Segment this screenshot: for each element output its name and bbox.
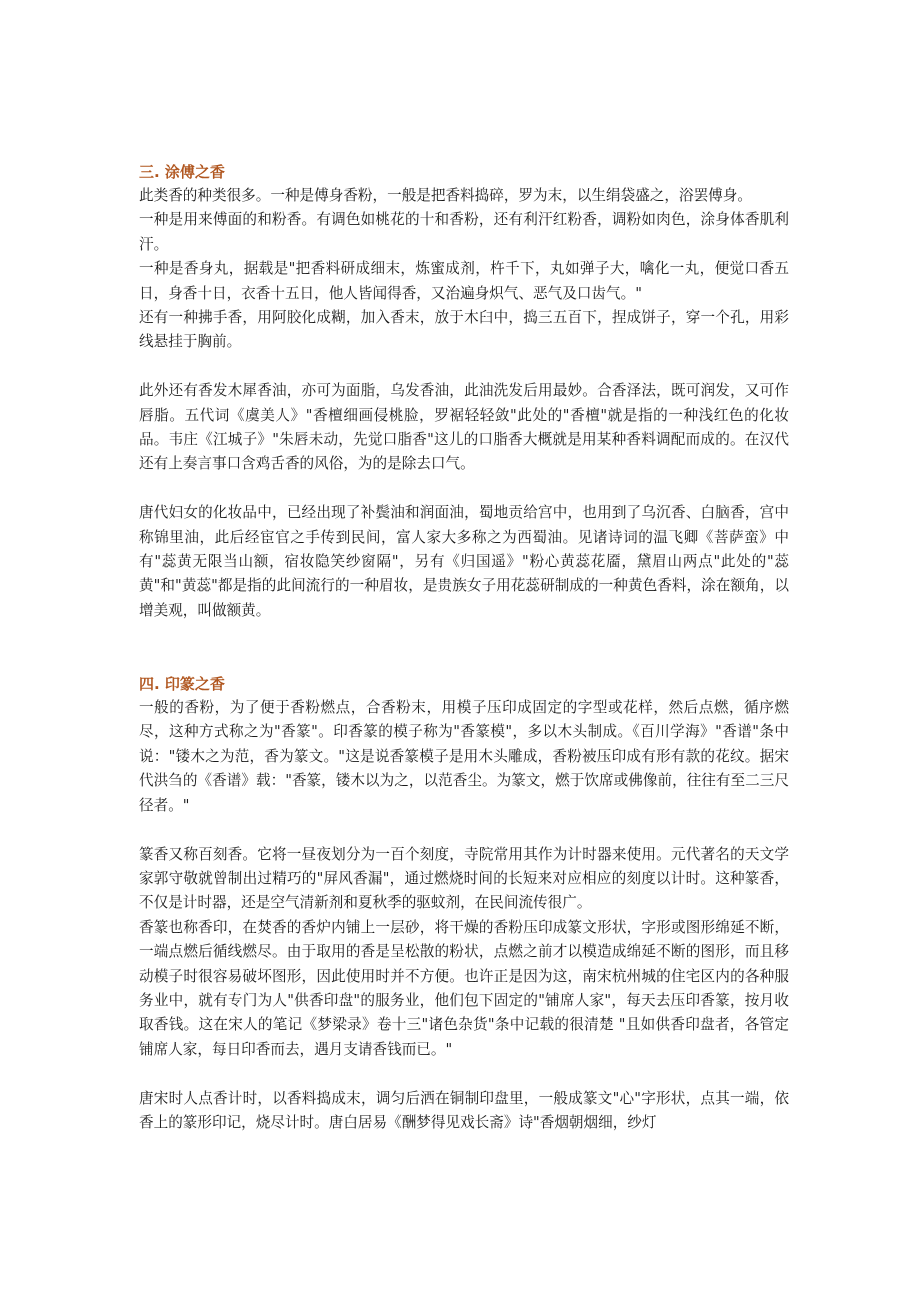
paragraph: 唐宋时人点香计时，以香料捣成末，调匀后洒在铜制印盘里，一般成篆文"心"字形状，点其一端，依香上的篆形印记，烧尽计时。唐白居易《酬梦得见戏长斋》诗"香烟朝烟细，纱灯 bbox=[139, 1089, 789, 1131]
paragraph: 还有一种拂手香，用阿胶化成糊，加入香末，放于木臼中，捣三五百下，捏成饼子，穿一个孔，用彩线悬挂于胸前。 bbox=[139, 309, 789, 351]
paragraph-spacer bbox=[139, 818, 789, 842]
paragraph: 一般的香粉，为了便于香粉燃点，合香粉末，用模子压印成固定的字型或花样，然后点燃，循序燃尽，这种方式称之为"香篆"。印香篆的模子称为"香篆模"，多以木头制成。《百川学海》"香谱"条中说："镂木之为范，香为篆文。"这是说香篆模子是用木头雕成，香粉被压印成有形有款的花纹。据宋代洪刍的《香谱》载："香篆，镂木以为之，以范香尘。为篆文，燃于饮席或佛像前，往往有至二三尺径者。" bbox=[139, 699, 789, 814]
paragraph: 此类香的种类很多。一种是傅身香粉，一般是把香料捣碎，罗为末，以生绢袋盛之，浴罢傅身。 bbox=[139, 187, 752, 204]
paragraph-spacer bbox=[139, 477, 789, 501]
paragraph-spacer bbox=[139, 1062, 789, 1086]
section-heading-4: 四. 印篆之香 bbox=[139, 675, 225, 694]
paragraph: 香篆也称香印，在焚香的香炉内铺上一层砂，将干燥的香粉压印成篆文形状，字形或图形绵延不断，一端点燃后循线燃尽。由于取用的香是呈松散的粉状，点燃之前才以模造成绵延不断的图形，而且移动模子时很容易破坏图形，因此使用时并不方便。也许正是因为这，南宋杭州城的住宅区内的各种服务业中，就有专门为人"供香印盘"的服务业，他们包下固定的"铺席人家"，每天去压印香篆，按月收取香钱。这在宋人的笔记《梦梁录》卷十三"诸色杂货"条中记载的很清楚 "且如供香印盘者，各管定铺席人家，每日印香而去，遇月支请香钱而已。" bbox=[139, 918, 789, 1058]
paragraph: 唐代妇女的化妆品中，已经出现了补鬓油和润面油，蜀地贡给宫中，也用到了乌沉香、白脑香，宫中称锦里油，此后经宦官之手传到民间，富人家大多称之为西蜀油。见诸诗词的温飞卿《菩萨蛮》中有"蕊黄无限当山额，宿妆隐笑纱窗隔"，另有《归国遥》"粉心黄蕊花靥，黛眉山两点"此处的"蕊黄"和"黄蕊"都是指的此间流行的一种眉妆，是贵族女子用花蕊研制成的一种黄色香料，涂在额角，以增美观，叫做额黄。 bbox=[139, 504, 789, 619]
paragraph: 此外还有香发木犀香油，亦可为面脂，乌发香油，此油洗发后用最妙。合香泽法，既可润发，又可作唇脂。五代词《虞美人》"香檀细画侵桃脸，罗裾轻轻敛"此处的"香檀"就是指的一种浅红色的化妆品。韦庄《江城子》"朱唇未动，先觉口脂香"这儿的口脂香大概就是用某种香料调配而成的。在汉代还有上奏言事口含鸡舌香的风俗，为的是除去口气。 bbox=[139, 382, 789, 473]
section-heading-3: 三. 涂傅之香 bbox=[139, 163, 225, 181]
section-spacer bbox=[139, 623, 789, 672]
paragraph: 篆香又称百刻香。它将一昼夜划分为一百个刻度，寺院常用其作为计时器来使用。元代著名的天文学家郭守敬就曾制出过精巧的"屏风香漏"，通过燃烧时间的长短来对应相应的刻度以计时。这种篆香，不仅是计时器，还是空气清新剂和夏秋季的驱蚊剂，在民间流传很广。 bbox=[139, 845, 789, 912]
paragraph: 一种是用来傅面的和粉香。有调色如桃花的十和香粉，还有利汗红粉香，调粉如肉色，涂身体香肌利汗。 bbox=[139, 211, 789, 253]
document-page bbox=[139, 160, 789, 1135]
paragraph-spacer bbox=[139, 355, 789, 379]
paragraph: 一种是香身丸，据载是"把香料研成细末，炼蜜成剂，杵千下，丸如弹子大，噙化一丸，便觉口香五日，身香十日，衣香十五日，他人皆闻得香，又治遍身炽气、恶气及口齿气。" bbox=[139, 260, 789, 302]
